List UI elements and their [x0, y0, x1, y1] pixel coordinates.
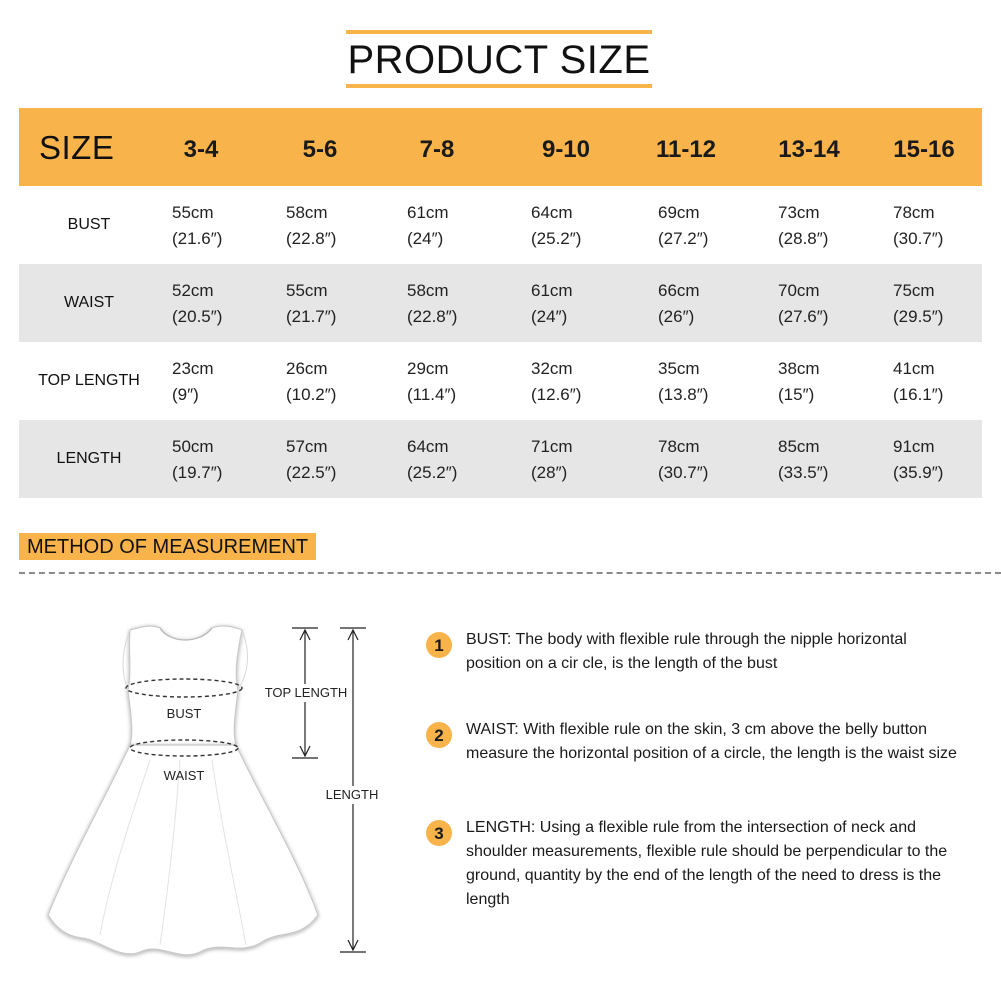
step-number-badge: 2 — [426, 722, 452, 748]
diagram-bust-label: BUST — [166, 706, 202, 721]
table-cell: 41cm (16.1″) — [893, 359, 944, 404]
row-label-bust: BUST — [67, 216, 111, 233]
table-cell: 85cm (33.5″) — [778, 437, 829, 482]
size-header-9-10: 9-10 — [541, 136, 591, 163]
size-header-label: SIZE — [39, 129, 115, 166]
dress-diagram — [0, 590, 400, 1001]
diagram-waist-label: WAIST — [163, 768, 205, 783]
table-cell: 75cm (29.5″) — [893, 281, 944, 326]
step-text: LENGTH: Using a flexible rule from the intersection of neck and shoulder measurements, flexible rule should be perpendicular to the ground, quantity by the end of the length of the need to dress is the length — [466, 819, 948, 908]
table-row-length — [19, 420, 982, 498]
row-label-top-length: TOP LENGTH — [38, 372, 140, 389]
table-cell: 32cm (12.6″) — [531, 359, 582, 404]
method-section-label: METHOD OF MEASUREMENT — [19, 533, 316, 560]
title-rule-bottom — [346, 84, 652, 88]
table-cell: 61cm (24″) — [531, 281, 573, 326]
size-header-11-12: 11-12 — [655, 136, 717, 163]
table-cell: 64cm (25.2″) — [407, 437, 458, 482]
table-cell: 91cm (35.9″) — [893, 437, 944, 482]
table-cell: 57cm (22.5″) — [286, 437, 337, 482]
row-label-length: LENGTH — [56, 450, 122, 467]
table-cell: 70cm (27.6″) — [778, 281, 829, 326]
table-cell: 52cm (20.5″) — [172, 281, 223, 326]
table-cell: 29cm (11.4″) — [407, 359, 457, 404]
table-cell: 50cm (19.7″) — [172, 437, 223, 482]
size-header-5-6: 5-6 — [302, 136, 338, 163]
size-table — [19, 108, 982, 498]
title-block — [346, 30, 652, 88]
table-cell: 61cm (24″) — [407, 203, 449, 248]
table-cell: 58cm (22.8″) — [407, 281, 458, 326]
table-cell: 64cm (25.2″) — [531, 203, 582, 248]
diagram-length-label: LENGTH — [325, 787, 379, 802]
step-text: WAIST: With flexible rule on the skin, 3 cm above the belly button measure the horizontal position of a circle, the length is the waist size — [466, 721, 957, 762]
section-divider — [19, 572, 1001, 574]
size-header-15-16: 15-16 — [893, 136, 955, 163]
size-header-3-4: 3-4 — [183, 136, 219, 163]
table-row-top-length — [19, 342, 982, 420]
size-header-7-8: 7-8 — [419, 136, 455, 163]
dress-illustration — [0, 590, 400, 1001]
table-cell: 58cm (22.8″) — [286, 203, 337, 248]
table-row-waist — [19, 264, 982, 342]
table-cell: 55cm (21.6″) — [172, 203, 223, 248]
title-rule-top — [346, 30, 652, 34]
table-cell: 78cm (30.7″) — [658, 437, 709, 482]
step-text: BUST: The body with flexible rule through the nipple horizontal position on a cir cle, is the length of the bust — [466, 631, 907, 672]
row-label-waist: WAIST — [63, 294, 115, 311]
table-cell: 38cm (15″) — [778, 359, 820, 404]
size-header-13-14: 13-14 — [778, 136, 840, 163]
diagram-top-length-label: TOP LENGTH — [264, 685, 348, 700]
table-cell: 78cm (30.7″) — [893, 203, 944, 248]
table-cell: 35cm (13.8″) — [658, 359, 709, 404]
table-cell: 66cm (26″) — [658, 281, 700, 326]
table-cell: 73cm (28.8″) — [778, 203, 829, 248]
page-title: PRODUCT SIZE — [347, 38, 651, 82]
step-number-badge: 1 — [426, 632, 452, 658]
table-header-row — [19, 108, 982, 186]
table-cell: 71cm (28″) — [531, 437, 573, 482]
table-cell: 26cm (10.2″) — [286, 359, 337, 404]
table-cell: 55cm (21.7″) — [286, 281, 337, 326]
table-row-bust — [19, 186, 982, 264]
step-number-badge: 3 — [426, 820, 452, 846]
dress-bodice — [128, 626, 242, 745]
table-cell: 23cm (9″) — [172, 359, 214, 404]
table-cell: 69cm (27.2″) — [658, 203, 709, 248]
